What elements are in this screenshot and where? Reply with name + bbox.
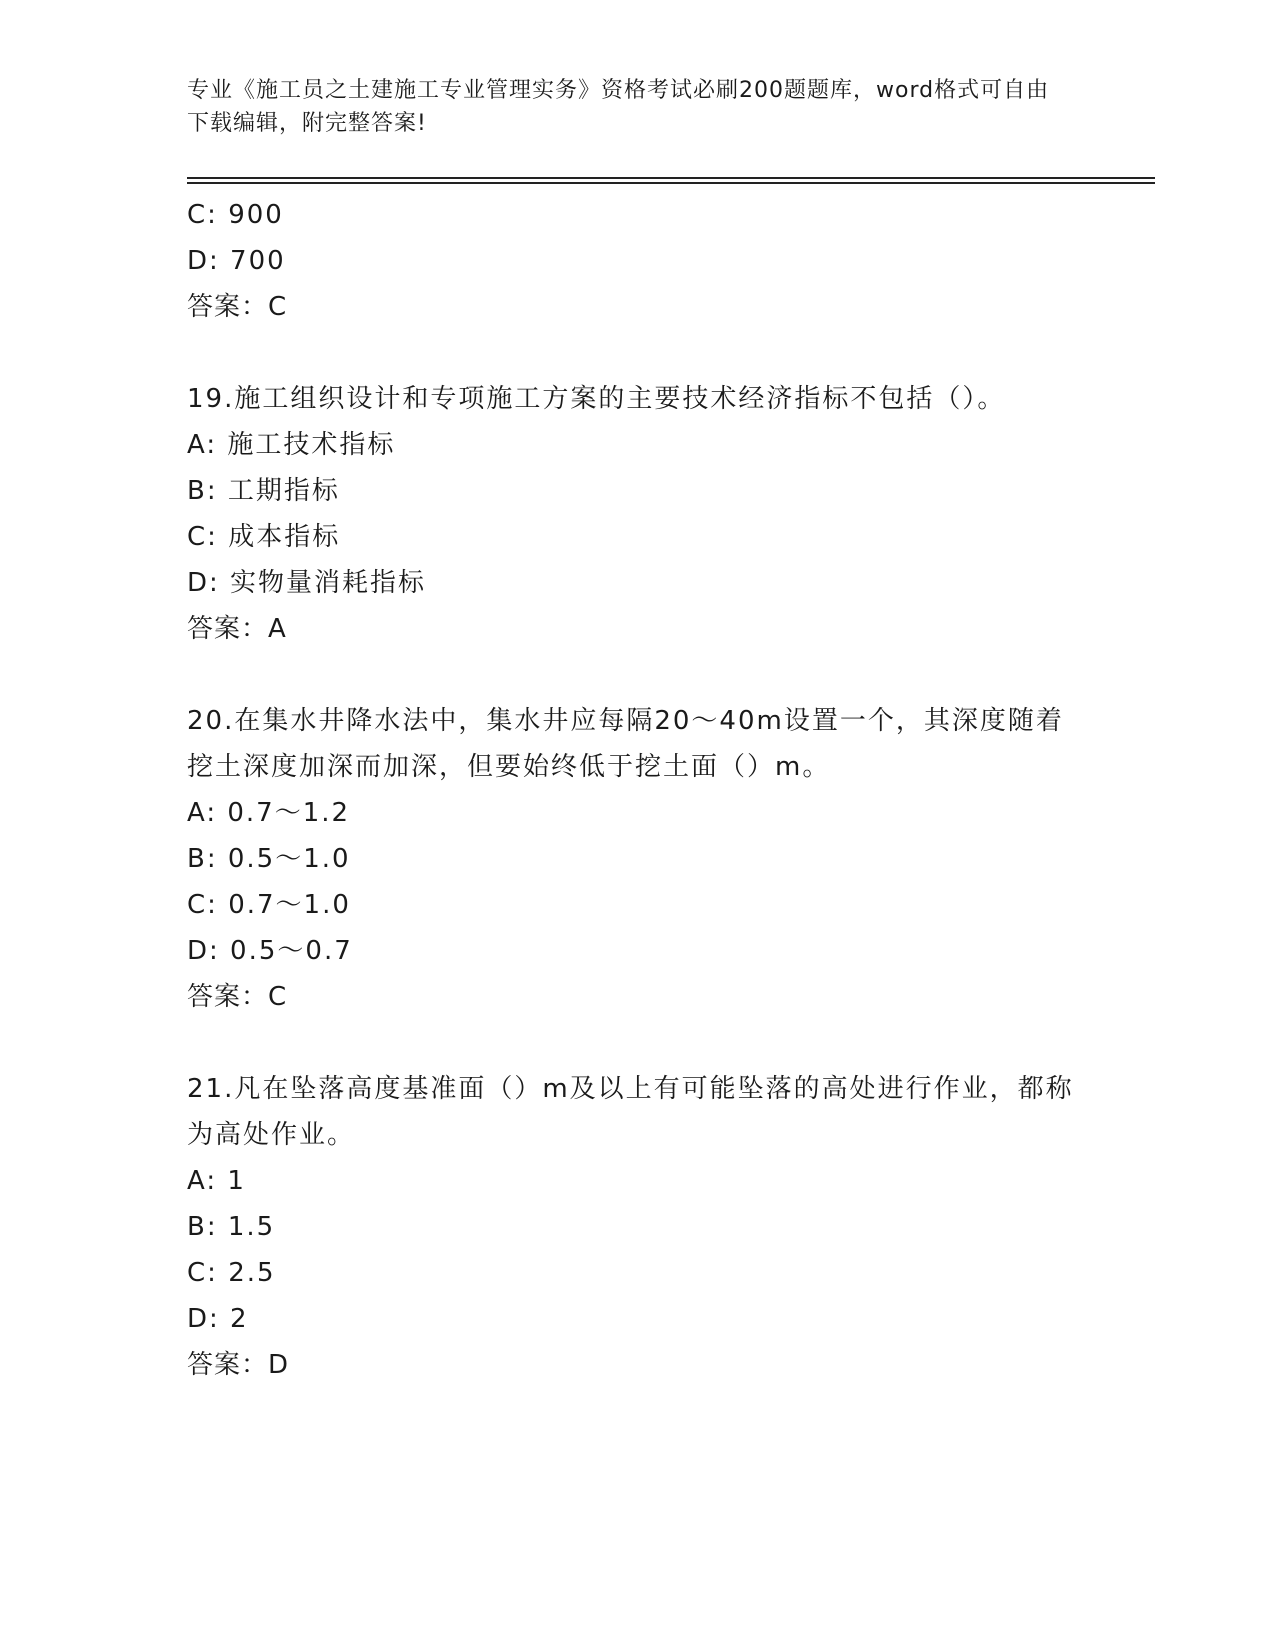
header-rule-top — [187, 177, 1155, 179]
option-label: A: — [187, 798, 218, 828]
question-19 — [187, 376, 1087, 652]
option-text: 0.5～0.7 — [230, 936, 353, 966]
answer-line: 答案：C — [187, 292, 288, 322]
option-label: C: — [187, 1258, 218, 1288]
header-title: 专业《施工员之土建施工专业管理实务》资格考试必刷200题题库，word格式可自由下载编辑，附完整答案! — [187, 78, 1050, 136]
option-d — [187, 560, 1087, 606]
option-d — [187, 1296, 1087, 1342]
header-rule-bottom — [187, 182, 1155, 184]
option-label: B: — [187, 844, 218, 874]
option-text: 1 — [227, 1166, 246, 1196]
option-b — [187, 468, 1087, 514]
previous-question — [187, 192, 1087, 330]
question-21 — [187, 1066, 1087, 1388]
option-c — [187, 192, 1087, 238]
question-text: 20.在集水井降水法中，集水井应每隔20～40m设置一个，其深度随着挖土深度加深而加深，但要始终低于挖土面（）m。 — [187, 706, 1064, 782]
answer-line: 答案：C — [187, 982, 288, 1012]
option-label: C: — [187, 522, 218, 552]
option-label: C: — [187, 890, 218, 920]
option-label: B: — [187, 1212, 218, 1242]
option-label: D: — [187, 1304, 220, 1334]
document-header — [187, 74, 1067, 140]
answer-line: 答案：A — [187, 614, 287, 644]
option-d — [187, 928, 1087, 974]
question-20 — [187, 698, 1087, 1020]
option-text: 0.7～1.2 — [227, 798, 351, 828]
option-text: 0.5～1.0 — [227, 844, 351, 874]
option-label: B: — [187, 476, 218, 506]
option-text: 成本指标 — [228, 522, 341, 552]
option-text: 施工技术指标 — [227, 430, 396, 460]
option-label: D: — [187, 936, 220, 966]
option-text: 工期指标 — [227, 476, 340, 506]
option-c — [187, 1250, 1087, 1296]
option-label: C: — [187, 200, 218, 230]
option-a — [187, 1158, 1087, 1204]
option-label: D: — [187, 568, 220, 598]
option-c — [187, 882, 1087, 928]
option-text: 900 — [228, 200, 284, 230]
option-label: A: — [187, 1166, 218, 1196]
question-text: 19.施工组织设计和专项施工方案的主要技术经济指标不包括（）。 — [187, 384, 1006, 414]
option-text: 实物量消耗指标 — [230, 568, 427, 598]
option-label: A: — [187, 430, 218, 460]
option-text: 0.7～1.0 — [228, 890, 351, 920]
answer-line: 答案：D — [187, 1350, 290, 1380]
option-label: D: — [187, 246, 220, 276]
option-c — [187, 514, 1087, 560]
question-list — [187, 192, 1087, 1388]
option-text: 2.5 — [228, 1258, 276, 1288]
option-b — [187, 1204, 1087, 1250]
question-text: 21.凡在坠落高度基准面（）m及以上有可能坠落的高处进行作业，都称为高处作业。 — [187, 1074, 1074, 1150]
option-a — [187, 422, 1087, 468]
option-a — [187, 790, 1087, 836]
option-text: 700 — [230, 246, 286, 276]
option-text: 1.5 — [227, 1212, 276, 1242]
option-b — [187, 836, 1087, 882]
option-text: 2 — [230, 1304, 249, 1334]
option-d — [187, 238, 1087, 284]
